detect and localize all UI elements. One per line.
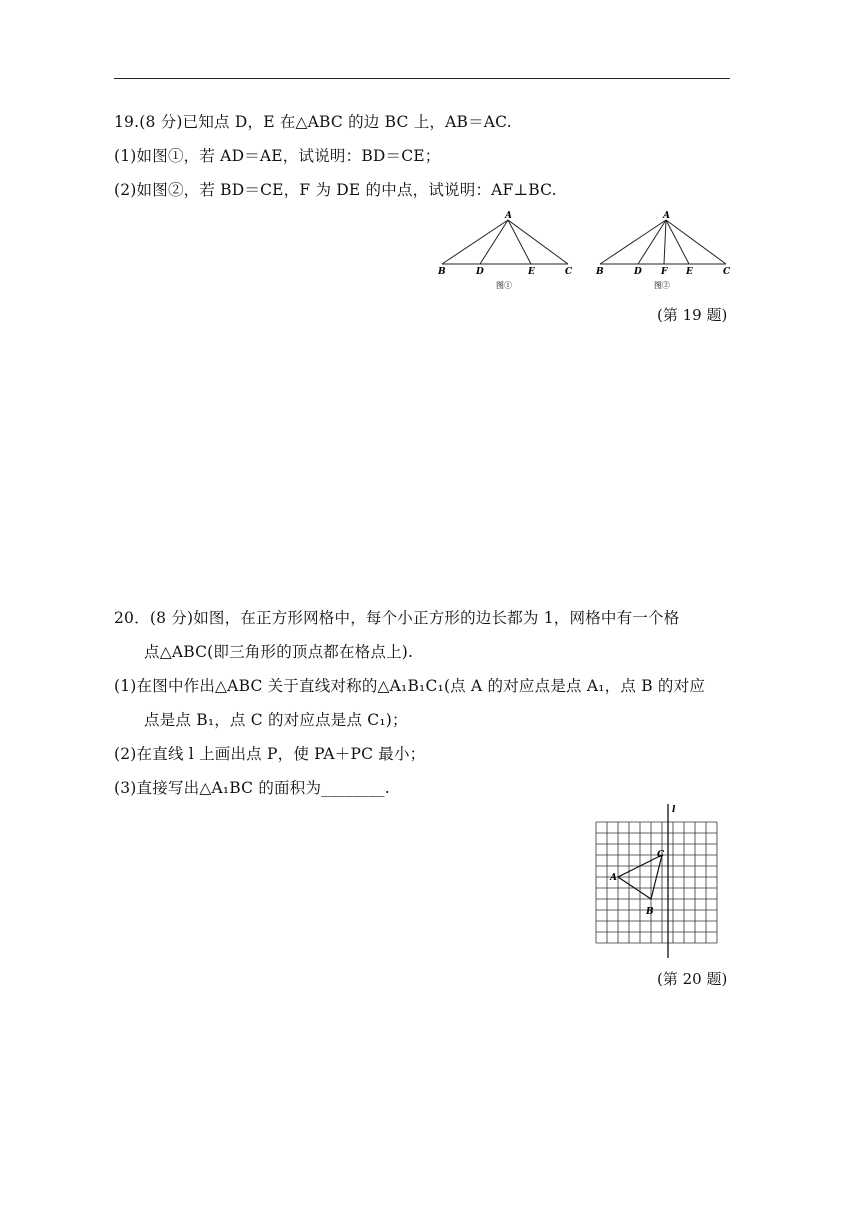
- fig1-label-d: D: [476, 267, 484, 277]
- q20-stem-line1: 20．(8 分)如图，在正方形网格中，每个小正方形的边长都为 1，网格中有一个格: [114, 609, 680, 627]
- fig2-label-b: B: [596, 267, 604, 277]
- q20-part1-line1: (1)在图中作出△ABC 关于直线对称的△A₁B₁C₁(点 A 的对应点是点 A₁，点 B 的对应: [114, 677, 706, 695]
- fig1-label-a: A: [505, 211, 512, 221]
- fig1-label-b: B: [438, 267, 446, 277]
- fig2-label-e: E: [686, 267, 693, 277]
- label-c: C: [657, 850, 665, 860]
- fig2-caption: 图②: [654, 281, 670, 290]
- fig2-label-f: F: [661, 267, 668, 277]
- q19-stem: 19.(8 分)已知点 D，E 在△ABC 的边 BC 上，AB＝AC.: [114, 113, 512, 131]
- q20-grid-figure: [590, 802, 736, 962]
- q19-part1: (1)如图①，若 AD＝AE，试说明：BD＝CE；: [114, 147, 441, 165]
- q20-caption: (第 20 题): [657, 970, 728, 988]
- label-a: A: [610, 873, 617, 883]
- label-b: B: [646, 907, 654, 917]
- fig1-label-c: C: [565, 267, 573, 277]
- q19-part2: (2)如图②，若 BD＝CE，F 为 DE 的中点，试说明：AF⊥BC.: [114, 181, 557, 199]
- q20-part3: (3)直接写出△A₁BC 的面积为________.: [114, 779, 390, 797]
- q20-part2: (2)在直线 l 上画出点 P，使 PA＋PC 最小；: [114, 745, 426, 763]
- q19-figure-2: [590, 208, 738, 292]
- header-rule: [114, 78, 730, 79]
- label-line-l: l: [672, 805, 676, 815]
- fig2-label-a: A: [663, 211, 670, 221]
- fig1-label-e: E: [528, 267, 535, 277]
- q19-caption: (第 19 题): [657, 306, 728, 324]
- q20-stem-line2: 点△ABC(即三角形的顶点都在格点上).: [144, 643, 414, 661]
- fig2-label-c: C: [723, 267, 731, 277]
- q19-figure-1: [432, 208, 580, 292]
- q20-part1-line2: 点是点 B₁，点 C 的对应点是点 C₁)；: [144, 711, 408, 729]
- fig1-caption: 图①: [496, 281, 512, 290]
- fig2-label-d: D: [634, 267, 642, 277]
